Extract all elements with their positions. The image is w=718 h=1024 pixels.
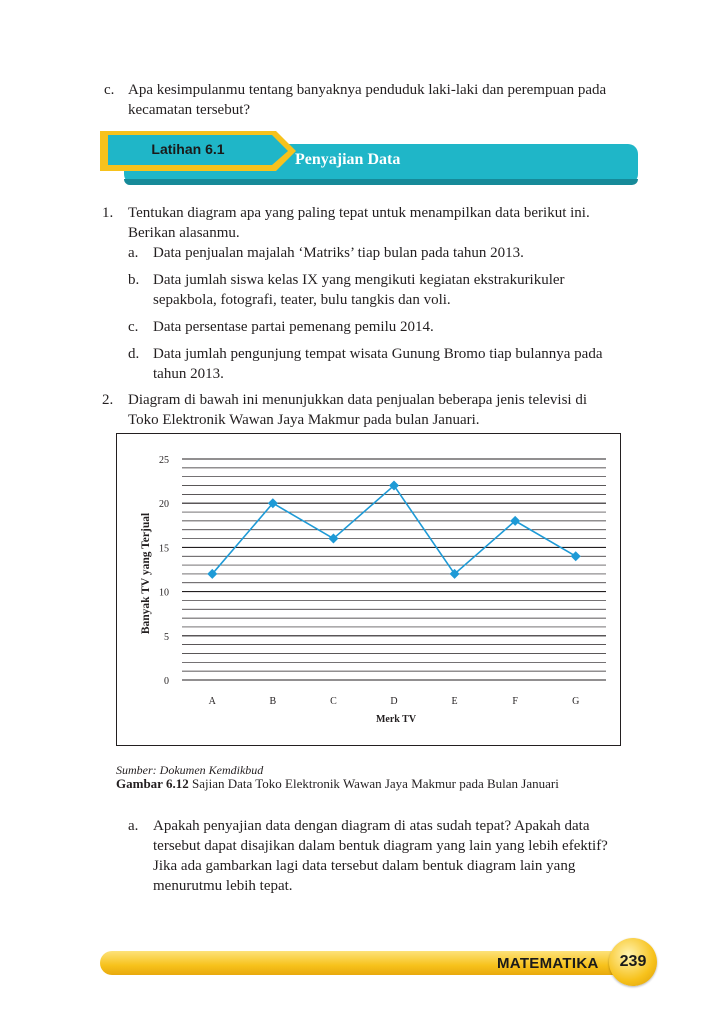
q1-line-2: Berikan alasanmu.	[128, 225, 240, 241]
q1-item-b-line-2: sepakbola, fotografi, teater, bulu tangkis dan voli.	[153, 292, 451, 308]
q1-item-d-letter: d.	[128, 346, 140, 362]
page-number: 239	[619, 953, 647, 970]
chart-frame	[116, 433, 621, 746]
q2-line-1: Diagram di bawah ini menunjukkan data penjualan beberapa jenis televisi di	[128, 392, 588, 408]
y-tick-label: 15	[159, 543, 169, 555]
q1-line-1: Tentukan diagram apa yang paling tepat untuk menampilkan data berikut ini.	[128, 205, 590, 221]
q1-item-c-letter: c.	[128, 319, 139, 335]
x-tick-label: G	[572, 696, 580, 707]
q1-item-b-letter: b.	[128, 272, 140, 288]
x-tick-label: B	[269, 696, 277, 707]
y-tick-label: 5	[164, 631, 169, 643]
q1-number: 1.	[102, 205, 114, 221]
data-point	[571, 551, 581, 561]
line-chart	[117, 434, 620, 745]
figure-caption-text: Sajian Data Toko Elektronik Wawan Jaya Makmur pada Bulan Januari	[188, 776, 559, 791]
y-tick-label: 10	[159, 587, 169, 599]
q2-number: 2.	[102, 392, 114, 408]
q1-item-b-line-1: Data jumlah siswa kelas IX yang mengikuti kegiatan ekstrakurikuler	[153, 272, 565, 288]
intro-line-1: Apa kesimpulanmu tentang banyaknya penduduk laki-laki dan perempuan pada	[128, 82, 607, 98]
y-tick-label: 20	[159, 499, 169, 511]
q2a-line-2: tersebut dapat disajikan dalam bentuk diagram yang lain yang lebih efektif?	[153, 838, 608, 854]
figure-caption-label: Gambar 6.12	[116, 776, 189, 791]
banner-bar-shadow	[124, 179, 638, 185]
intro-line-2: kecamatan tersebut?	[128, 102, 251, 118]
q2a-line-4: menurutmu lebih tepat.	[153, 878, 293, 894]
q1-item-a-letter: a.	[128, 245, 139, 261]
q1-item-a-text: Data penjualan majalah ‘Matriks’ tiap bulan pada tahun 2013.	[153, 245, 524, 261]
x-tick-label: C	[330, 696, 337, 707]
q2a-line-1: Apakah penyajian data dengan diagram di atas sudah tepat? Apakah data	[153, 818, 590, 834]
q1-item-d-line-2: tahun 2013.	[153, 366, 224, 382]
intro-letter: c.	[104, 82, 115, 98]
figure-source: Sumber: Dokumen Kemdikbud	[116, 763, 264, 777]
figure-caption	[116, 774, 559, 794]
latihan-banner	[100, 131, 640, 185]
footer-subject: MATEMATIKA	[497, 955, 599, 972]
y-axis-title: Banyak TV yang Terjual	[140, 512, 152, 635]
x-tick-label: A	[208, 696, 216, 707]
y-tick-label: 0	[164, 676, 169, 687]
q2-line-2: Toko Elektronik Wawan Jaya Makmur pada bulan Januari.	[128, 412, 480, 428]
latihan-title: Penyajian Data	[295, 151, 401, 168]
x-axis-title: Merk TV	[375, 714, 417, 725]
q1-item-c-text: Data persentase partai pemenang pemilu 2014.	[153, 319, 434, 335]
q2a-line-3: Jika ada gambarkan lagi data tersebut dalam bentuk diagram lain yang	[153, 858, 576, 874]
y-tick-label: 25	[159, 455, 169, 466]
q2a-letter: a.	[128, 818, 139, 834]
latihan-label: Latihan 6.1	[151, 141, 225, 157]
q1-item-d-line-1: Data jumlah pengunjung tempat wisata Gunung Bromo tiap bulannya pada	[153, 346, 603, 362]
x-tick-label: E	[451, 696, 458, 707]
x-tick-label: F	[512, 696, 518, 707]
x-tick-label: D	[390, 696, 398, 707]
